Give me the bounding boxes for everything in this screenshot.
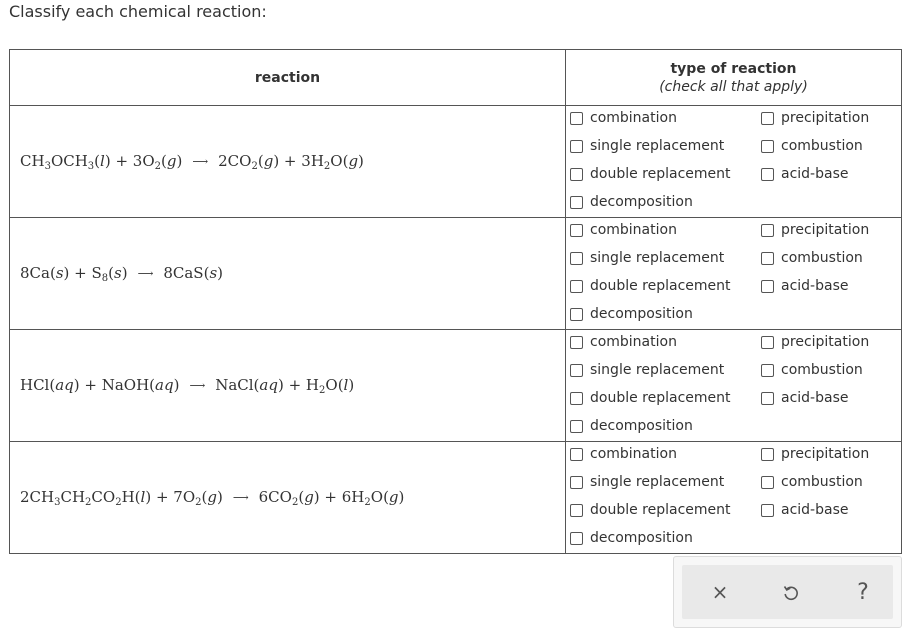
option-double-replacement[interactable] — [570, 388, 731, 408]
checkbox[interactable] — [761, 448, 774, 461]
option-label: precipitation — [781, 334, 870, 350]
checkbox[interactable] — [761, 476, 774, 489]
checkbox[interactable] — [570, 504, 583, 517]
table-row — [10, 330, 902, 442]
option-label: decomposition — [590, 194, 693, 210]
option-label: double replacement — [590, 390, 731, 406]
option-combination[interactable] — [570, 332, 677, 352]
reaction-table — [9, 49, 902, 554]
checkbox[interactable] — [570, 420, 583, 433]
option-combination[interactable] — [570, 108, 677, 128]
option-acid-base[interactable] — [761, 276, 848, 296]
option-double-replacement[interactable] — [570, 276, 731, 296]
option-acid-base[interactable] — [761, 388, 848, 408]
checkbox[interactable] — [570, 168, 583, 181]
option-label: single replacement — [590, 362, 725, 378]
question-prompt: Classify each chemical reaction: — [9, 2, 267, 21]
clear-button[interactable] — [705, 577, 735, 607]
help-icon: ? — [857, 579, 869, 605]
checkbox[interactable] — [570, 392, 583, 405]
option-label: decomposition — [590, 418, 693, 434]
checkbox[interactable] — [570, 140, 583, 153]
checkbox[interactable] — [761, 224, 774, 237]
option-label: double replacement — [590, 502, 731, 518]
header-type-of-reaction — [566, 50, 902, 106]
option-double-replacement[interactable] — [570, 500, 731, 520]
option-combustion[interactable] — [761, 472, 863, 492]
option-decomposition[interactable] — [570, 192, 693, 212]
option-precipitation[interactable] — [761, 332, 869, 352]
table-row — [10, 218, 902, 330]
option-acid-base[interactable] — [761, 164, 848, 184]
answer-toolbar — [673, 556, 902, 628]
reaction-equation-4: $2CH_3CH_2CO_2H(l) + 7O_2(g)$ ⟶ $6CO_2(g) + 6H_2O(g)$ — [10, 442, 566, 554]
option-label: precipitation — [781, 222, 870, 238]
option-label: acid-base — [781, 278, 849, 294]
reaction-equation-3: HCl(aq) + NaOH(aq) ⟶ NaCl(aq) + $H_2O(l)$ — [10, 330, 566, 442]
checkbox[interactable] — [570, 308, 583, 321]
option-label: acid-base — [781, 502, 849, 518]
option-label: combustion — [781, 362, 863, 378]
undo-button[interactable] — [776, 577, 806, 607]
option-precipitation[interactable] — [761, 444, 869, 464]
option-precipitation[interactable] — [761, 108, 869, 128]
option-label: single replacement — [590, 474, 725, 490]
option-label: combination — [590, 222, 677, 238]
checkbox[interactable] — [570, 364, 583, 377]
option-combustion[interactable] — [761, 136, 863, 156]
option-decomposition[interactable] — [570, 416, 693, 436]
checkbox[interactable] — [570, 252, 583, 265]
reaction-options-4 — [566, 442, 902, 554]
option-label: decomposition — [590, 306, 693, 322]
checkbox[interactable] — [761, 504, 774, 517]
reaction-options-2 — [566, 218, 902, 330]
option-label: combination — [590, 334, 677, 350]
option-label: combination — [590, 110, 677, 126]
option-acid-base[interactable] — [761, 500, 848, 520]
option-single-replacement[interactable] — [570, 472, 724, 492]
reaction-options-1 — [566, 106, 902, 218]
option-single-replacement[interactable] — [570, 248, 724, 268]
checkbox[interactable] — [761, 140, 774, 153]
option-label: precipitation — [781, 110, 870, 126]
checkbox[interactable] — [570, 280, 583, 293]
checkbox[interactable] — [570, 336, 583, 349]
table-row — [10, 106, 902, 218]
checkbox[interactable] — [570, 196, 583, 209]
reaction-options-3 — [566, 330, 902, 442]
option-label: acid-base — [781, 390, 849, 406]
option-precipitation[interactable] — [761, 220, 869, 240]
toolbar-inner — [682, 565, 893, 619]
checkbox[interactable] — [570, 476, 583, 489]
checkbox[interactable] — [761, 112, 774, 125]
checkbox[interactable] — [761, 392, 774, 405]
checkbox[interactable] — [761, 168, 774, 181]
option-label: single replacement — [590, 138, 725, 154]
close-icon: × — [711, 580, 729, 604]
option-decomposition[interactable] — [570, 528, 693, 548]
header-type-note: (check all that apply) — [659, 78, 808, 95]
option-decomposition[interactable] — [570, 304, 693, 324]
checkbox[interactable] — [761, 364, 774, 377]
table-row — [10, 442, 902, 554]
option-combination[interactable] — [570, 444, 677, 464]
option-label: single replacement — [590, 250, 725, 266]
checkbox[interactable] — [761, 252, 774, 265]
checkbox[interactable] — [570, 532, 583, 545]
option-label: combustion — [781, 138, 863, 154]
header-type-title: type of reaction — [670, 60, 797, 77]
header-reaction: reaction — [10, 50, 566, 106]
option-label: decomposition — [590, 530, 693, 546]
option-label: combustion — [781, 474, 863, 490]
checkbox[interactable] — [570, 224, 583, 237]
option-label: double replacement — [590, 166, 731, 182]
reaction-equation-2: $8Ca(s) + S_8(s)$ ⟶ 8CaS(s) — [10, 218, 566, 330]
checkbox[interactable] — [570, 112, 583, 125]
option-double-replacement[interactable] — [570, 164, 731, 184]
checkbox[interactable] — [761, 280, 774, 293]
option-combination[interactable] — [570, 220, 677, 240]
option-label: combustion — [781, 250, 863, 266]
checkbox[interactable] — [761, 336, 774, 349]
option-label: precipitation — [781, 446, 870, 462]
option-combustion[interactable] — [761, 248, 863, 268]
option-combustion[interactable] — [761, 360, 863, 380]
checkbox[interactable] — [570, 448, 583, 461]
option-label: combination — [590, 446, 677, 462]
help-button[interactable] — [848, 577, 878, 607]
option-label: acid-base — [781, 166, 849, 182]
undo-icon — [782, 583, 800, 601]
option-single-replacement[interactable] — [570, 136, 724, 156]
reaction-equation-1: $CH_3OCH_3(l) + 3O_2(g)$ ⟶ $2CO_2(g) + 3H_2O(g)$ — [10, 106, 566, 218]
option-single-replacement[interactable] — [570, 360, 724, 380]
option-label: double replacement — [590, 278, 731, 294]
table-header-row — [10, 50, 902, 106]
